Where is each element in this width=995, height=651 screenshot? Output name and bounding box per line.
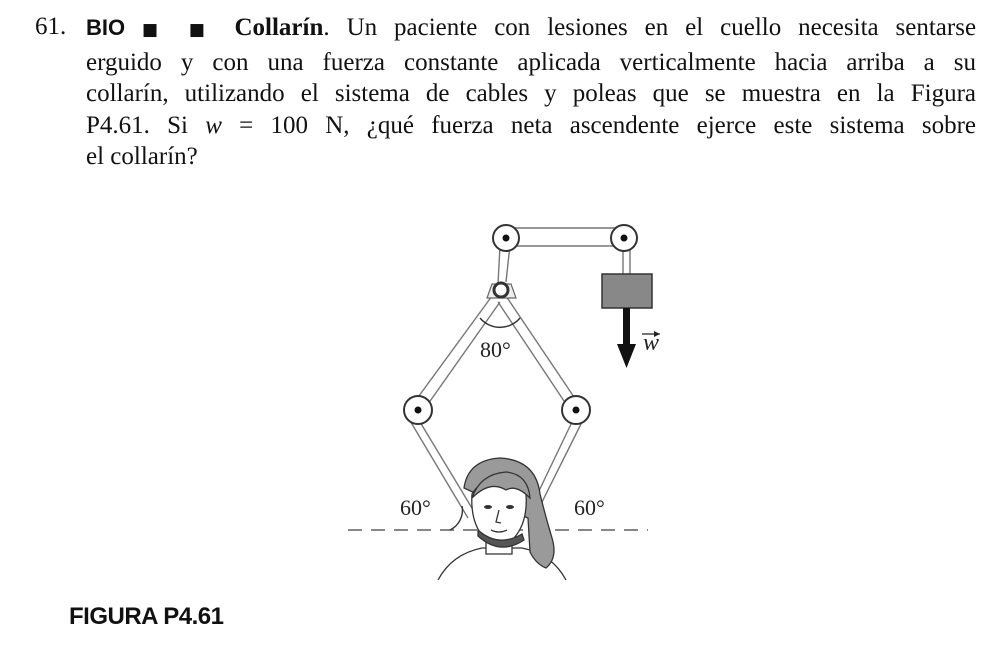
problem-text-line-1: Un paciente con lesiones en el cuello necesita sentarse	[346, 14, 977, 41]
problem-line-2: erguido y con una fuerza constante aplicada verticalmente hacia arriba a su	[86, 48, 976, 76]
weight-label: w	[643, 330, 660, 356]
problem-statement	[86, 12, 976, 173]
problem-line-4	[86, 110, 976, 142]
middle-left-pulley	[404, 396, 432, 424]
figure-caption: FIGURA P4.61	[69, 603, 224, 630]
patient-head-illustration	[438, 458, 566, 580]
top-right-pulley	[611, 225, 637, 251]
middle-right-pulley	[562, 396, 590, 424]
cable-ring	[487, 283, 516, 298]
weight-arrow	[617, 308, 636, 368]
top-left-pulley	[493, 225, 519, 251]
problem-number: 61.	[35, 13, 67, 40]
problem-text-line-4a: P4.61. Si	[86, 111, 206, 139]
hanging-weight	[602, 274, 652, 308]
angle-label-80: 80°	[480, 337, 511, 362]
problem-line-5: el collarín?	[86, 143, 198, 170]
weight-variable: w	[205, 111, 222, 139]
pulley-figure	[340, 218, 660, 586]
angle-label-left-60: 60°	[400, 495, 431, 520]
problem-line-3: collarín, utilizando el sistema de cables y poleas que se muestra en la Figura	[86, 80, 976, 107]
angle-label-right-60: 60°	[574, 495, 605, 520]
difficulty-squares: ■ ■	[142, 20, 218, 40]
pulley-diagram	[340, 218, 660, 586]
problem-text-line-4b: = 100 N, ¿qué fuerza neta ascendente ejerce este sistema sobre	[221, 111, 976, 139]
problem-title: Collarín	[234, 14, 324, 41]
bio-tag: BIO	[86, 15, 126, 40]
angle-arc-left-60	[450, 506, 462, 530]
problem-line-1: BIO ■ ■ Collarín. Un paciente con lesiones en el cuello necesita sentarse	[86, 14, 977, 41]
